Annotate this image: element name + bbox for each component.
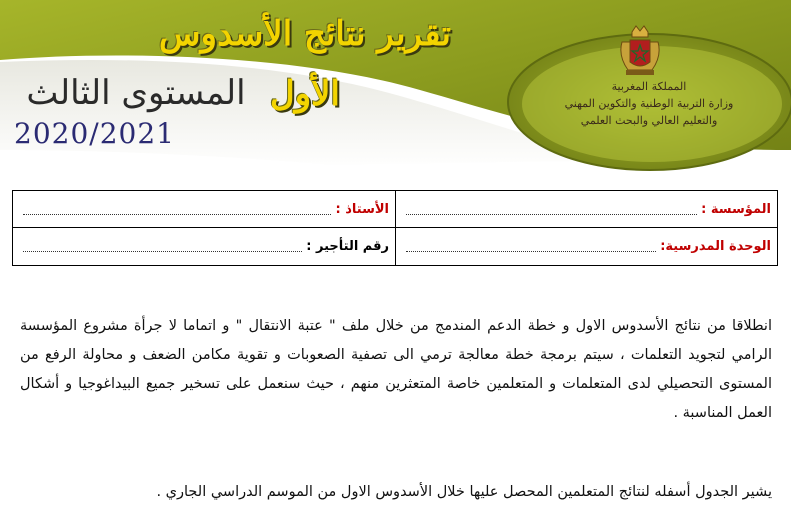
report-title: تقرير نتائج الأسدوس الأول (159, 14, 451, 114)
school-unit-label: الوحدة المدرسية: (660, 239, 771, 254)
school-unit-cell (395, 228, 777, 265)
teacher-field[interactable] (23, 204, 331, 215)
teacher-label: الأستاذ : (335, 201, 389, 217)
info-table (12, 190, 778, 266)
institution-label: المؤسسة : (701, 201, 771, 217)
institution-field[interactable] (406, 204, 697, 215)
table-intro-paragraph: يشير الجدول أسفله لنتائج المتعلمين المحصل عليها خلال الأسدوس الاول من الموسم الدراسي الجاري . (156, 484, 772, 500)
ministry-header (518, 78, 780, 129)
school-year: 2020/2021 (14, 117, 175, 150)
ministry-line: والتعليم العالي والبحث العلمي (580, 114, 718, 127)
grade-level: المستوى الثالث (26, 73, 246, 113)
ministry-line: المملكة المغربية (611, 80, 687, 93)
intro-paragraph: انطلاقا من نتائج الأسدوس الاول و خطة الدعم المندمج من خلال ملف " عتبة الانتقال " و اتماما لا جرأة مشروع المؤسسة الرامي لتجويد التعلمات ، سيتم برمجة خطة معالجة ترمي الى تصفية الصعوبات و تقوية مكامن الضعف و محاولة الرفع من المستوى التحصيلي لدى المتعلمات و المتعلمين خاصة المتعثرين منهم ، حيث سنعمل على تسخير جميع البيداغوجيا و أشكال العمل المناسبة . (20, 318, 772, 421)
moroccan-coat-of-arms-icon (616, 22, 664, 78)
registration-field[interactable] (23, 241, 302, 252)
registration-cell (13, 228, 395, 265)
school-unit-field[interactable] (406, 241, 656, 252)
header-banner (0, 0, 791, 185)
teacher-cell (13, 191, 395, 228)
ministry-line: وزارة التربية الوطنية والتكوين المهني (564, 97, 734, 110)
institution-cell (395, 191, 777, 228)
registration-label: رقم التأجير : (306, 239, 389, 254)
